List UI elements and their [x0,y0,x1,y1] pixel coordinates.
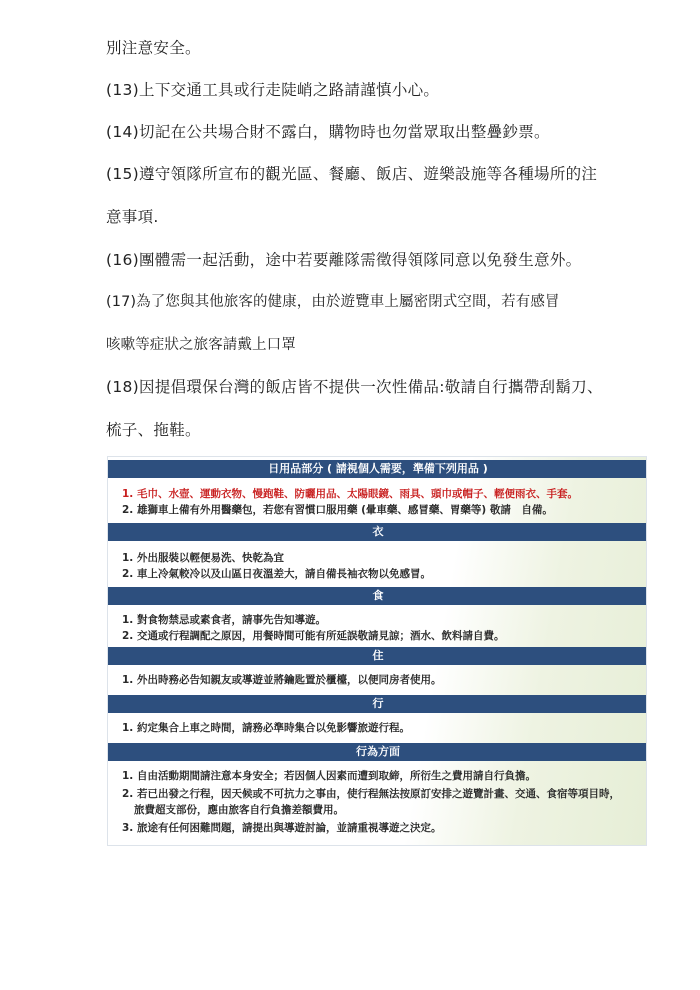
clothing-row-2: 2. 車上冷氣較冷以及山區日夜溫差大，請自備長袖衣物以免感冒。 [122,568,431,580]
paragraph-continuation: 別注意安全。 [106,39,201,57]
paragraph-15: (15)遵守領隊所宣布的觀光區、餐廳、飯店、遊樂設施等各種場所的注 [106,165,598,183]
conduct-row-3: 3. 旅途有任何困難問題，請提出與導遊討論，並請重視導遊之決定。 [122,822,442,834]
transport-row-1: 1. 約定集合上車之時間，請務必準時集合以免影響旅遊行程。 [122,722,410,734]
section-header-daily-items: 日用品部分 ( 請視個人需要，準備下列用品 ) [108,460,647,478]
food-row-1: 1. 對食物禁忌或素食者，請事先告知導遊。 [122,614,326,626]
food-row-2: 2. 交通或行程調配之原因，用餐時間可能有所延誤敬請見諒；酒水、飲料請自費。 [122,630,505,642]
paragraph-14: (14)切記在公共場合財不露白，購物時也勿當眾取出整疊鈔票。 [106,123,550,141]
paragraph-18: (18)因提倡環保台灣的飯店皆不提供一次性備品:敬請自行攜帶刮鬍刀、 [106,378,603,396]
lodging-row-1: 1. 外出時務必告知親友或導遊並將鑰匙置於櫃檯，以便同房者使用。 [122,674,442,686]
clothing-row-1: 1. 外出服裝以輕便易洗、快乾為宜 [122,552,284,564]
section-header-transport: 行 [108,695,647,713]
section-header-clothing: 衣 [108,523,647,541]
travel-notice-table [107,456,647,846]
conduct-row-2: 2. 若已出發之行程，因天候或不可抗力之事由，使行程無法按原訂安排之遊覽計畫、交通、食宿等項目時， [122,788,620,800]
paragraph-13: (13)上下交通工具或行走陡峭之路請謹慎小心。 [106,81,440,99]
conduct-row-1: 1. 自由活動期間請注意本身安全；若因個人因素而遭到取締，所衍生之費用請自行負擔。 [122,770,536,782]
paragraph-15-cont: 意事項. [106,208,159,226]
paragraph-18-cont: 梳子、拖鞋。 [106,421,201,439]
section-header-lodging: 住 [108,647,647,665]
section-header-food: 食 [108,587,647,605]
section-header-conduct: 行為方面 [108,743,647,761]
paragraph-17: (17)為了您與其他旅客的健康，由於遊覽車上屬密閉式空間，若有感冒 [106,294,560,310]
paragraph-16: (16)團體需一起活動，途中若要離隊需徵得領隊同意以免發生意外。 [106,251,582,269]
conduct-row-2-cont: 旅費超支部份，應由旅客自行負擔差額費用。 [134,804,344,816]
paragraph-17-cont: 咳嗽等症狀之旅客請戴上口罩 [106,337,296,353]
daily-items-row-2: 2. 雄獅車上備有外用醫藥包，若您有習慣口服用藥 (暈車藥、感冒藥、胃藥等) 敬請 自備。 [122,504,553,516]
daily-items-row-1: 1. 毛巾、水壺、運動衣物、慢跑鞋、防曬用品、太陽眼鏡、雨具、頭巾或帽子、輕便雨衣、手套。 [122,488,578,500]
